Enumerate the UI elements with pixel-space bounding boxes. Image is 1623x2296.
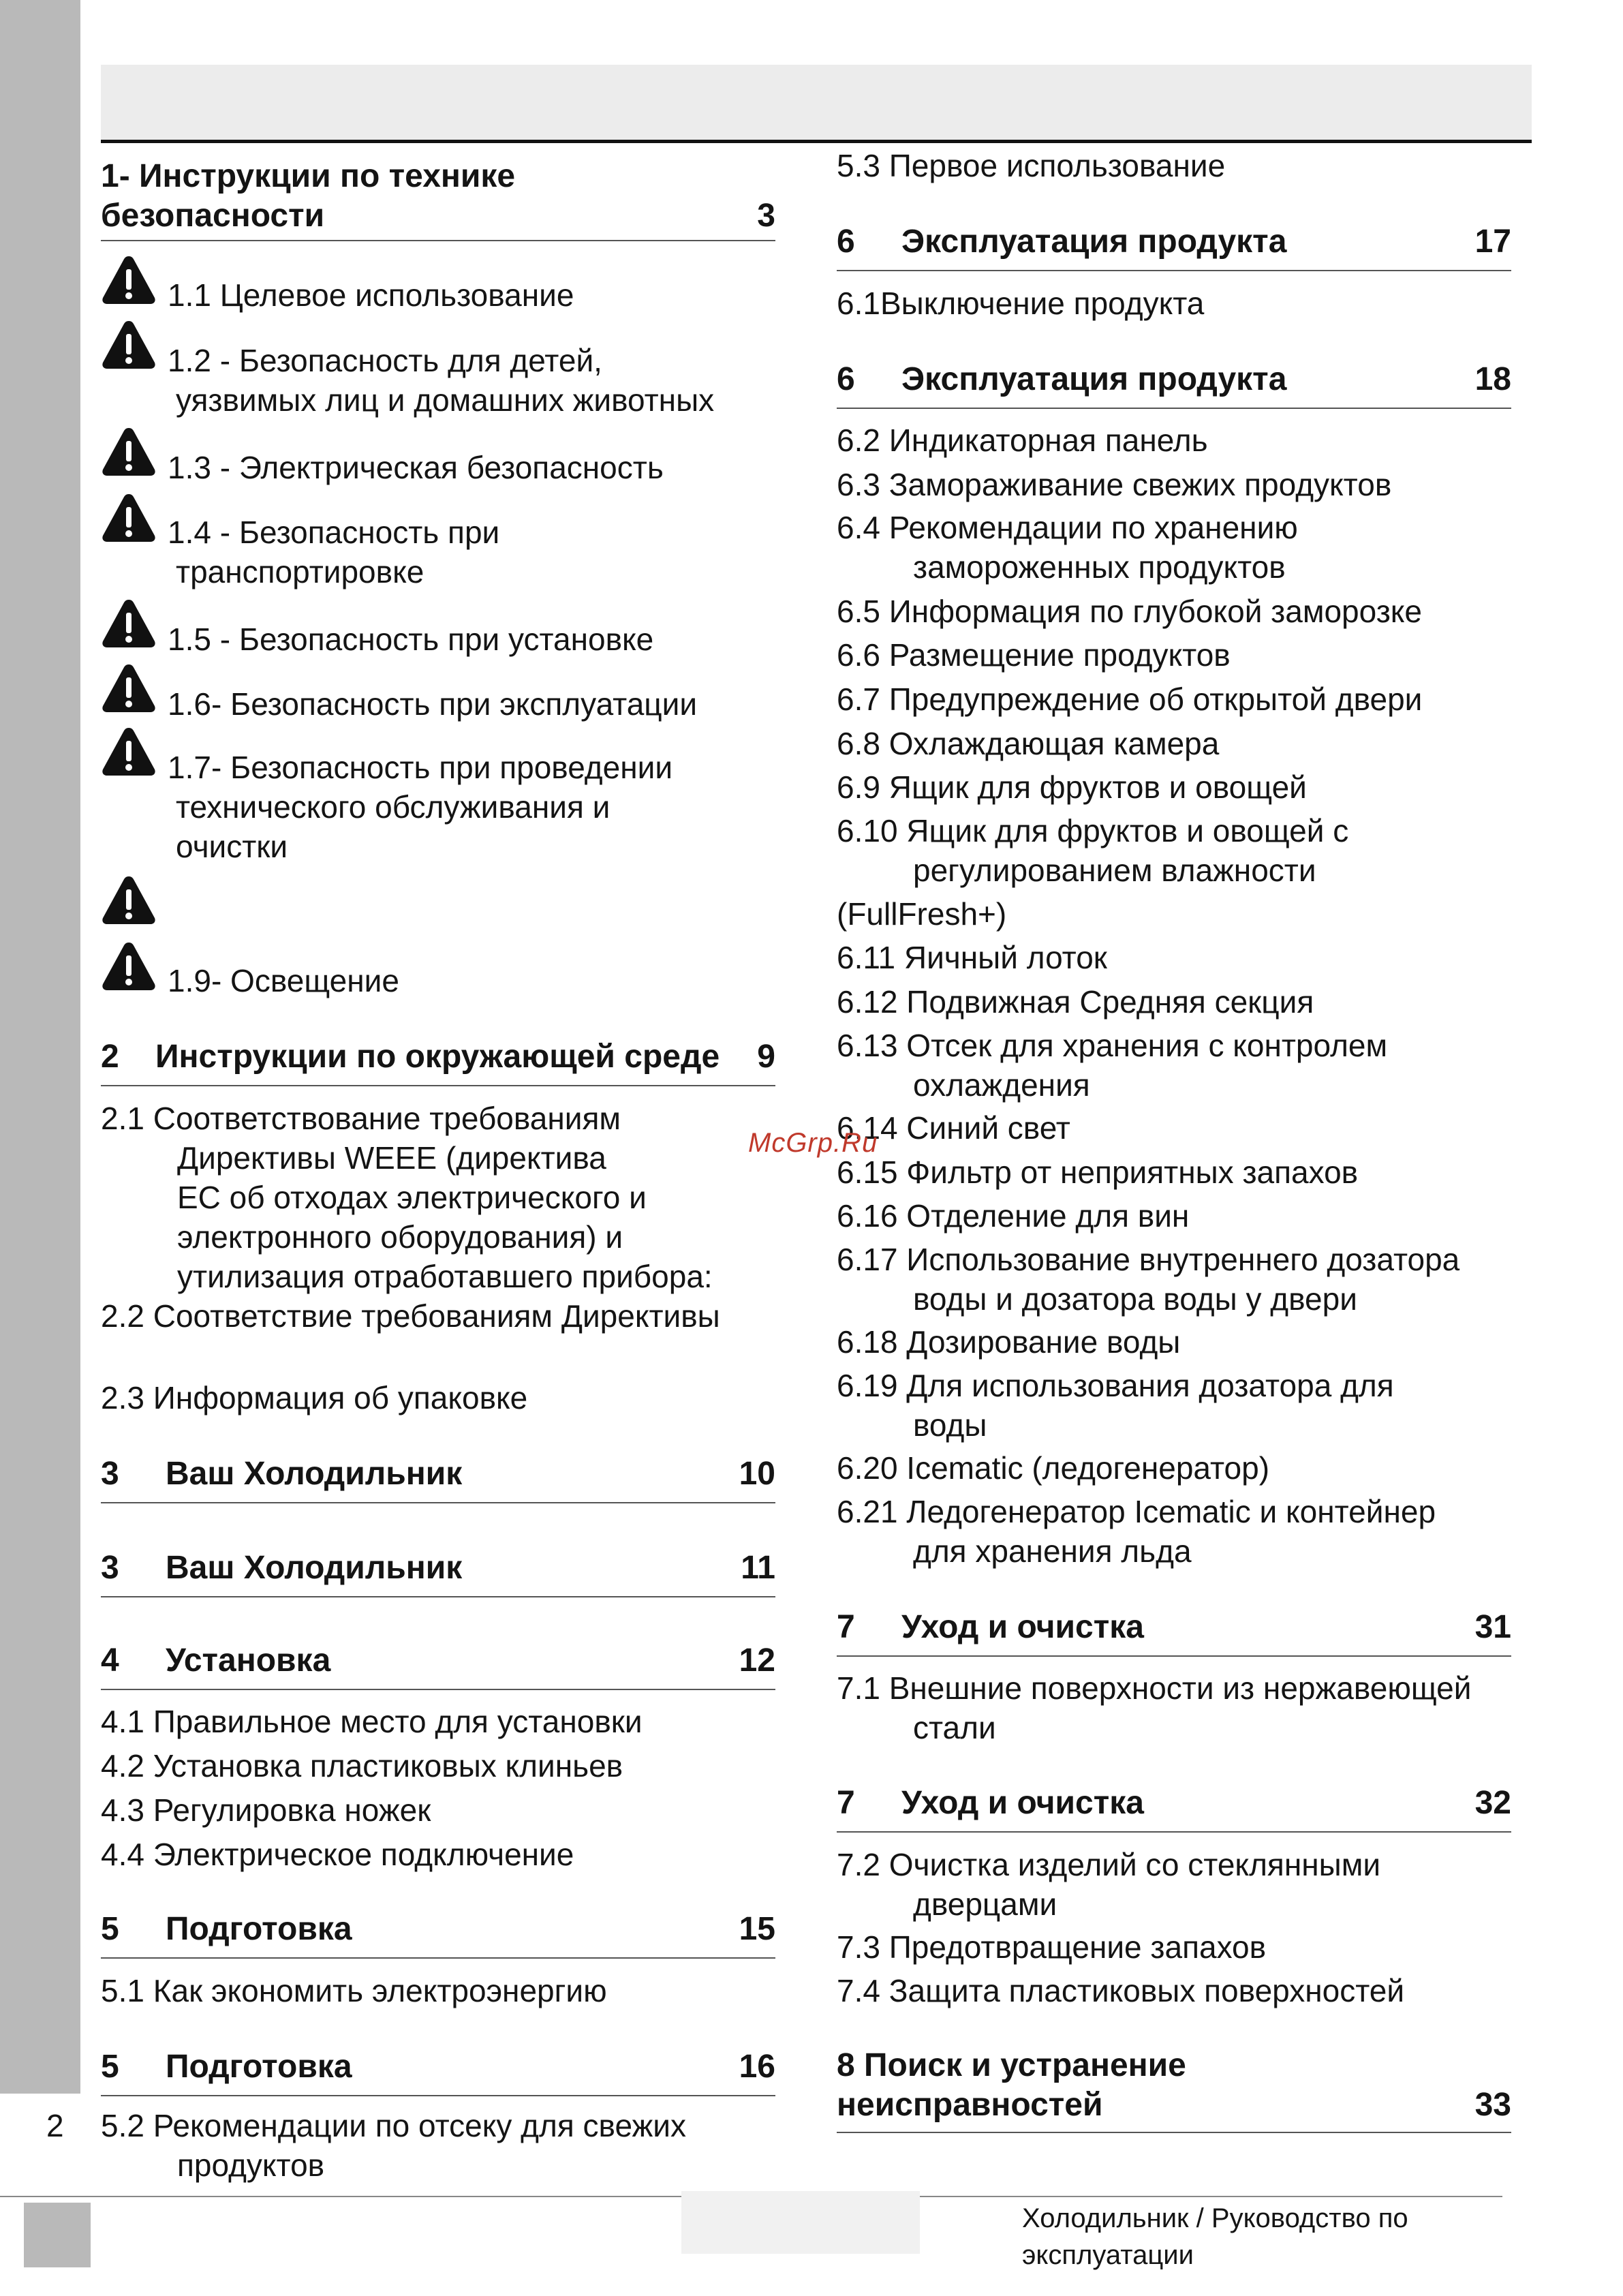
toc-section-6a-title: Эксплуатация продукта [901, 224, 1287, 260]
toc-item-6-15[interactable]: 6.15 Фильтр от неприятных запахов [837, 1154, 1359, 1190]
toc-item-1-7[interactable] [168, 748, 673, 866]
left-sidebar-band [0, 0, 80, 2094]
toc-item-1-2-line1: 1.2 - Безопасность для детей, [168, 343, 602, 378]
toc-item-7-2[interactable] [837, 1845, 1380, 1924]
toc-section-7a-title: Уход и очистка [901, 1609, 1144, 1645]
toc-item-1-4[interactable] [168, 512, 499, 592]
toc-item-5-2-line1: 5.2 Рекомендации по отсеку для свежих [101, 2108, 686, 2143]
toc-item-5-1[interactable]: 5.1 Как экономить электроэнергию [101, 1973, 607, 2008]
toc-section-4-num: 4 [101, 1642, 119, 1679]
toc-item-6-12[interactable]: 6.12 Подвижная Средняя секция [837, 984, 1314, 1020]
toc-item-6-10[interactable] [837, 811, 1348, 934]
toc-section-3b-num: 3 [101, 1550, 119, 1586]
toc-section-5a[interactable] [101, 1910, 775, 1949]
rule [837, 1655, 1511, 1657]
toc-item-7-1-line2: стали [913, 1710, 996, 1745]
toc-item-6-17[interactable] [837, 1240, 1459, 1319]
toc-item-6-19-line2: воды [913, 1407, 987, 1443]
footer-title-line1: Холодильник / Руководство по [1022, 2203, 1408, 2233]
toc-item-4-4[interactable]: 4.4 Электрическое подключение [101, 1837, 574, 1872]
toc-item-6-10-line3: (FullFresh+) [837, 896, 1007, 932]
toc-item-6-11[interactable]: 6.11 Яичный лоток [837, 940, 1107, 975]
toc-item-4-2[interactable]: 4.2 Установка пластиковых клиньев [101, 1748, 623, 1784]
toc-item-6-4-line1: 6.4 Рекомендации по хранению [837, 510, 1298, 545]
rule [101, 1085, 775, 1086]
header-band [101, 65, 1532, 140]
toc-section-6b-title: Эксплуатация продукта [901, 361, 1287, 397]
toc-section-6a[interactable] [837, 222, 1511, 262]
toc-item-6-21-line2: для хранения льда [913, 1533, 1192, 1569]
warning-triangle-icon [101, 598, 157, 649]
toc-section-6a-num: 6 [837, 224, 855, 260]
rule [101, 1957, 775, 1959]
toc-section-6b[interactable] [837, 360, 1511, 399]
toc-item-5-3[interactable]: 5.3 Первое использование [837, 148, 1226, 183]
rule [837, 2132, 1511, 2133]
rule [837, 408, 1511, 409]
toc-item-6-17-line1: 6.17 Использование внутреннего дозатора [837, 1242, 1460, 1277]
toc-item-1-3[interactable]: 1.3 - Электрическая безопасность [168, 450, 664, 485]
toc-item-7-1[interactable] [837, 1668, 1471, 1747]
toc-item-2-1-line4: электронного оборудования) и [177, 1219, 623, 1255]
toc-item-6-5[interactable]: 6.5 Информация по глубокой заморозке [837, 594, 1423, 629]
rule [101, 1596, 775, 1597]
warning-triangle-icon [101, 726, 157, 778]
toc-section-7b[interactable] [837, 1784, 1511, 1823]
footer-title-line2: эксплуатации [1022, 2240, 1194, 2270]
rule [101, 1689, 775, 1690]
toc-item-2-1-line3: ЕС об отходах электрического и [177, 1180, 647, 1215]
toc-item-1-5[interactable]: 1.5 - Безопасность при установке [168, 622, 654, 657]
toc-section-3a[interactable] [101, 1454, 775, 1494]
toc-item-6-20[interactable]: 6.20 Icematic (ледогенератор) [837, 1450, 1270, 1486]
toc-section-4-title: Установка [166, 1642, 331, 1679]
toc-item-7-1-line1: 7.1 Внешние поверхности из нержавеющей [837, 1670, 1472, 1706]
footer-document-title [1022, 2200, 1499, 2274]
toc-item-6-19-line1: 6.19 Для использования дозатора для [837, 1368, 1394, 1403]
toc-section-5a-num: 5 [101, 1911, 119, 1947]
toc-section-8-title-line1: 8 Поиск и устранение [837, 2047, 1186, 2083]
toc-section-5b-num: 5 [101, 2049, 119, 2085]
toc-item-6-14[interactable]: 6.14 Синий свет [837, 1110, 1070, 1146]
toc-section-6b-page: 18 [1474, 361, 1511, 397]
rule [837, 1831, 1511, 1833]
toc-item-1-7-line1: 1.7- Безопасность при проведении [168, 750, 673, 785]
toc-item-5-2-line2: продуктов [177, 2147, 325, 2183]
toc-item-6-4-line2: замороженных продуктов [913, 549, 1286, 585]
toc-section-5b-title: Подготовка [166, 2049, 352, 2085]
toc-section-5b[interactable] [101, 2047, 775, 2087]
toc-item-7-2-line2: дверцами [913, 1886, 1057, 1922]
toc-item-6-10-line2: регулированием влажности [913, 853, 1316, 888]
toc-item-1-6[interactable]: 1.6- Безопасность при эксплуатации [168, 686, 698, 722]
toc-item-6-13[interactable] [837, 1026, 1387, 1105]
warning-triangle-icon [101, 254, 157, 306]
warning-triangle-icon [101, 426, 157, 478]
toc-item-6-8[interactable]: 6.8 Охлаждающая камера [837, 726, 1220, 761]
footer-center-block [681, 2191, 920, 2254]
toc-item-6-18[interactable]: 6.18 Дозирование воды [837, 1324, 1181, 1360]
footer-gray-box [24, 2203, 91, 2267]
toc-item-6-19[interactable] [837, 1366, 1394, 1445]
toc-section-1[interactable] [101, 157, 775, 236]
toc-item-4-3[interactable]: 4.3 Регулировка ножек [101, 1792, 431, 1828]
toc-section-2-page: 9 [757, 1039, 775, 1075]
warning-triangle-icon [101, 319, 157, 371]
toc-item-6-2[interactable]: 6.2 Индикаторная панель [837, 423, 1208, 458]
toc-item-6-1[interactable]: 6.1Выключение продукта [837, 286, 1205, 321]
toc-section-1-page: 3 [757, 198, 775, 234]
toc-section-3a-page: 10 [739, 1456, 775, 1492]
toc-item-6-13-line2: охлаждения [913, 1067, 1090, 1103]
toc-section-7b-num: 7 [837, 1785, 855, 1821]
toc-item-1-7-line2: технического обслуживания и [176, 789, 610, 825]
toc-section-2[interactable] [101, 1037, 775, 1077]
toc-item-6-6[interactable]: 6.6 Размещение продуктов [837, 637, 1231, 673]
toc-item-1-9[interactable]: 1.9- Освещение [168, 963, 399, 998]
toc-section-7b-page: 32 [1474, 1785, 1511, 1821]
toc-section-2-num: 2 [101, 1039, 119, 1075]
toc-item-1-4-line1: 1.4 - Безопасность при [168, 515, 500, 550]
toc-item-6-13-line1: 6.13 Отсек для хранения с контролем [837, 1028, 1388, 1063]
toc-item-6-9[interactable]: 6.9 Ящик для фруктов и овощей [837, 769, 1307, 805]
toc-item-1-2[interactable] [168, 341, 714, 420]
toc-item-6-21-line1: 6.21 Ледогенератор Icematic и контейнер [837, 1494, 1436, 1529]
toc-section-7b-title: Уход и очистка [901, 1785, 1144, 1821]
rule [101, 2095, 775, 2096]
toc-section-4[interactable] [101, 1641, 775, 1681]
toc-item-6-3[interactable]: 6.3 Замораживание свежих продуктов [837, 467, 1392, 502]
toc-item-1-7-line3: очистки [176, 829, 288, 864]
toc-item-6-7[interactable]: 6.7 Предупреждение об открытой двери [837, 682, 1423, 717]
toc-item-2-1-line2: Директивы WEEE (директива [177, 1140, 606, 1176]
toc-item-7-3[interactable]: 7.3 Предотвращение запахов [837, 1929, 1267, 1965]
toc-section-1-title-line1: 1- Инструкции по технике [101, 158, 516, 194]
toc-item-2-1-line5: утилизация отработавшего прибора: [177, 1259, 713, 1294]
toc-item-5-2[interactable] [101, 2106, 686, 2185]
toc-item-1-4-line2: транспортировке [176, 554, 424, 590]
toc-section-6b-num: 6 [837, 361, 855, 397]
warning-triangle-icon [101, 492, 157, 544]
toc-section-8[interactable] [837, 2046, 1511, 2125]
warning-triangle-icon [101, 662, 157, 714]
toc-section-7a[interactable] [837, 1608, 1511, 1647]
toc-item-2-3[interactable]: 2.3 Информация об упаковке [101, 1380, 528, 1415]
toc-item-7-4[interactable]: 7.4 Защита пластиковых поверхностей [837, 1973, 1405, 2008]
toc-item-1-2-line2: уязвимых лиц и домашних животных [176, 382, 715, 418]
warning-triangle-icon [101, 940, 157, 992]
toc-section-5a-page: 15 [739, 1911, 775, 1947]
toc-item-7-2-line1: 7.2 Очистка изделий со стеклянными [837, 1847, 1381, 1882]
watermark: McGrp.Ru [748, 1128, 878, 1158]
toc-section-7a-page: 31 [1474, 1609, 1511, 1645]
toc-section-7a-num: 7 [837, 1609, 855, 1645]
toc-section-8-page: 33 [1474, 2087, 1511, 2123]
toc-section-8-title-line2: неисправностей [837, 2087, 1103, 2123]
rule [837, 270, 1511, 271]
rule [101, 240, 775, 241]
toc-item-6-21[interactable] [837, 1492, 1436, 1571]
toc-section-5b-page: 16 [739, 2049, 775, 2085]
toc-item-2-2[interactable]: 2.2 Соответствие требованиям Директивы [101, 1298, 720, 1334]
toc-item-6-17-line2: воды и дозатора воды у двери [913, 1281, 1357, 1317]
warning-triangle-icon [101, 874, 157, 926]
header-rule [101, 140, 1532, 143]
toc-item-4-1[interactable]: 4.1 Правильное место для установки [101, 1704, 643, 1739]
toc-section-3b-title: Ваш Холодильник [166, 1550, 463, 1586]
rule [101, 1502, 775, 1503]
toc-section-3a-title: Ваш Холодильник [166, 1456, 463, 1492]
toc-item-6-4[interactable] [837, 508, 1298, 587]
toc-item-2-1-line1: 2.1 Соответствование требованиям [101, 1101, 621, 1136]
toc-section-6a-page: 17 [1474, 224, 1511, 260]
toc-section-1-title-line2: безопасности [101, 198, 325, 234]
toc-section-4-page: 12 [739, 1642, 775, 1679]
toc-item-2-1[interactable] [101, 1099, 713, 1296]
toc-item-6-10-line1: 6.10 Ящик для фруктов и овощей с [837, 813, 1349, 848]
toc-section-2-title: Инструкции по окружающей среде [155, 1039, 720, 1075]
toc-item-6-16[interactable]: 6.16 Отделение для вин [837, 1198, 1190, 1234]
toc-section-5a-title: Подготовка [166, 1911, 352, 1947]
toc-section-3b[interactable] [101, 1548, 775, 1588]
toc-section-3b-page: 11 [741, 1550, 775, 1586]
page-number: 2 [46, 2108, 64, 2143]
toc-section-3a-num: 3 [101, 1456, 119, 1492]
toc-item-1-1[interactable]: 1.1 Целевое использование [168, 277, 574, 313]
